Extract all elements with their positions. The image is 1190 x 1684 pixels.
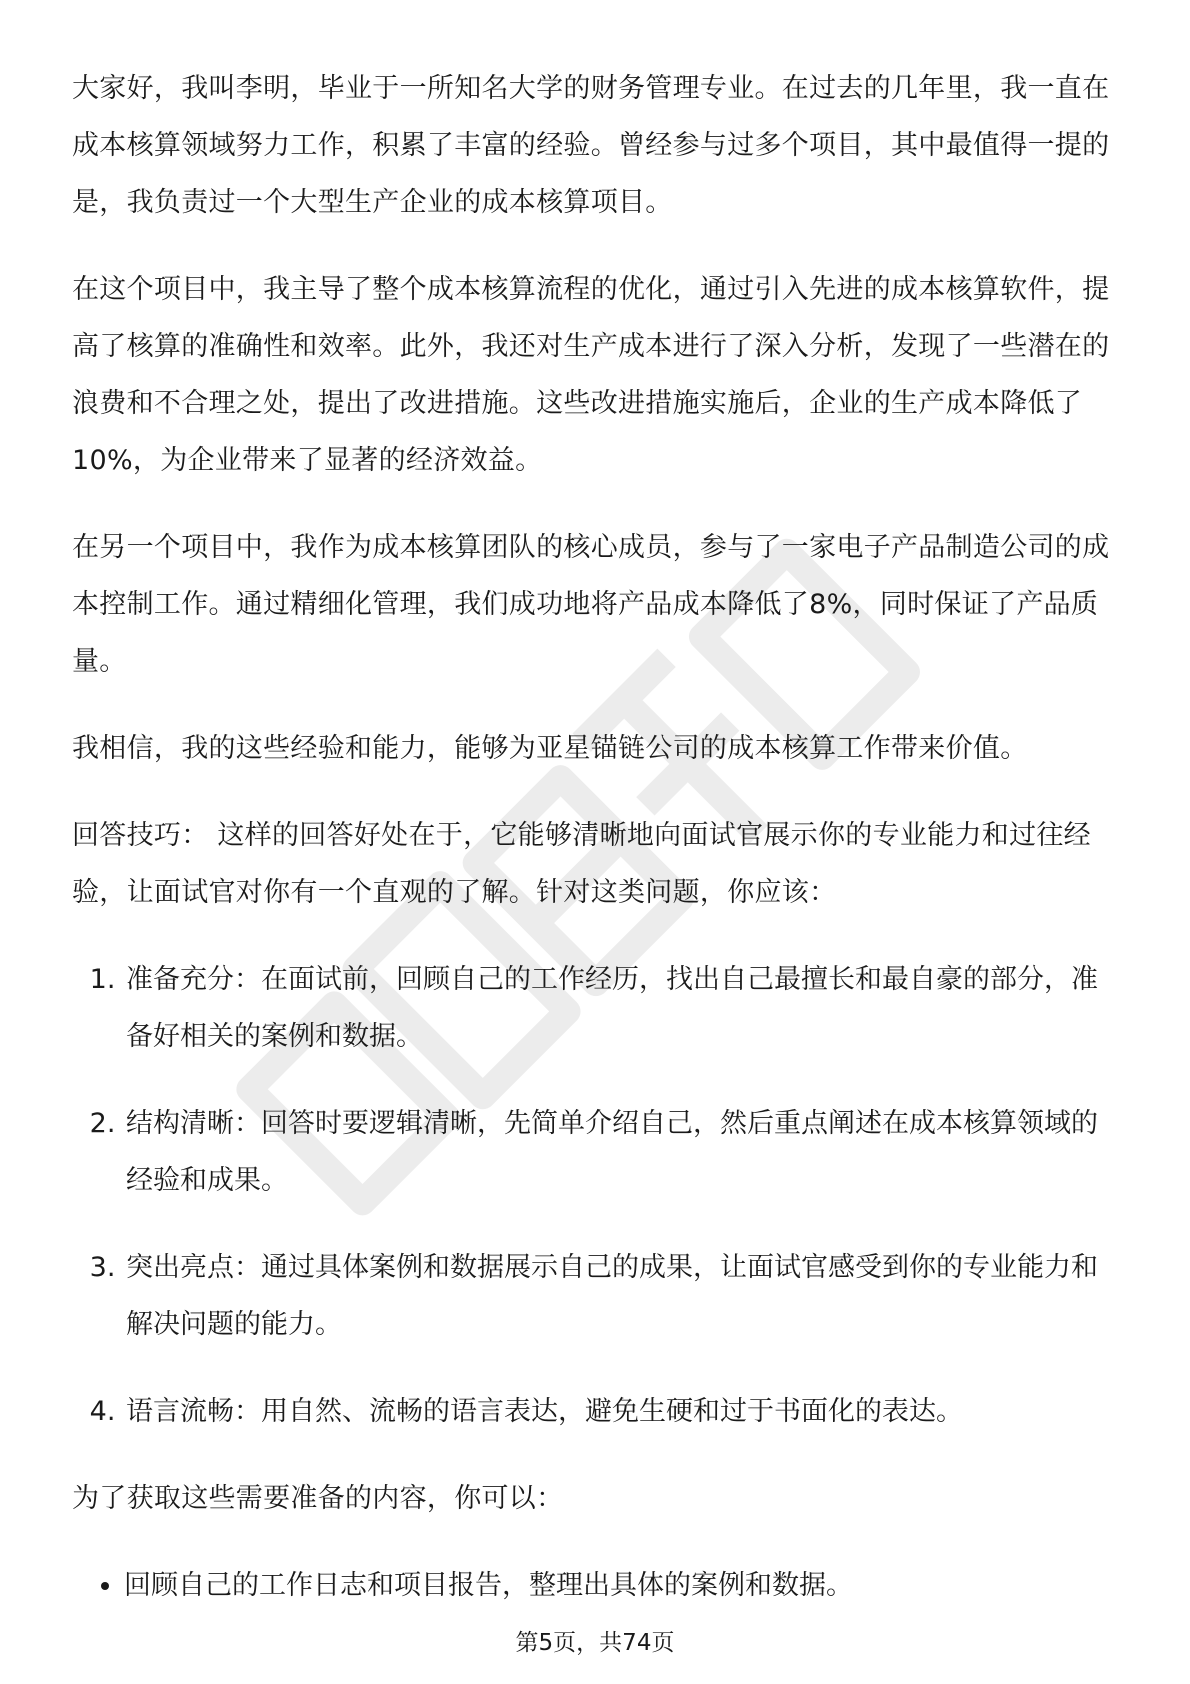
ways-intro: 为了获取这些需要准备的内容，你可以： — [72, 1483, 564, 1514]
list-item: 1. 准备充分：在面试前，回顾自己的工作经历，找出自己最擅长和最自豪的部分，准备好相关的案例和数据。 — [124, 951, 1122, 1065]
document-body — [72, 60, 1122, 1614]
intro-paragraph: 大家好，我叫李明，毕业于一所知名大学的财务管理专业。在过去的几年里，我一直在成本核算领域努力工作，积累了丰富的经验。曾经参与过多个项目，其中最值得一提的是，我负责过一个大型生产企业的成本核算项目。 — [72, 73, 1110, 218]
list-item: 4. 语言流畅：用自然、流畅的语言表达，避免生硬和过于书面化的表达。 — [124, 1383, 1122, 1440]
closing-paragraph: 我相信，我的这些经验和能力，能够为亚星锚链公司的成本核算工作带来价值。 — [72, 733, 1028, 764]
page-number: 第5页，共74页 — [515, 1630, 675, 1656]
list-item: 3. 突出亮点：通过具体案例和数据展示自己的成果，让面试官感受到你的专业能力和解决问题的能力。 — [124, 1239, 1122, 1353]
list-item: 2. 结构清晰：回答时要逻辑清晰，先简单介绍自己，然后重点阐述在成本核算领域的经验和成果。 — [124, 1095, 1122, 1209]
tips-list — [72, 951, 1122, 1440]
project-paragraph: 在这个项目中，我主导了整个成本核算流程的优化，通过引入先进的成本核算软件，提高了核算的准确性和效率。此外，我还对生产成本进行了深入分析，发现了一些潜在的浪费和不合理之处，提出了改进措施。这些改进措施实施后，企业的生产成本降低了10%，为企业带来了显著的经济效益。 — [72, 274, 1110, 476]
second-project-paragraph: 在另一个项目中，我作为成本核算团队的核心成员，参与了一家电子产品制造公司的成本控制工作。通过精细化管理，我们成功地将产品成本降低了8%，同时保证了产品质量。 — [72, 532, 1110, 677]
answer-tips-paragraph: 回答技巧： 这样的回答好处在于，它能够清晰地向面试官展示你的专业能力和过往经验，让面试官对你有一个直观的了解。针对这类问题，你应该： — [72, 820, 1091, 908]
list-item: • 回顾自己的工作日志和项目报告，整理出具体的案例和数据。 — [124, 1557, 1122, 1614]
ways-list — [72, 1557, 1122, 1614]
